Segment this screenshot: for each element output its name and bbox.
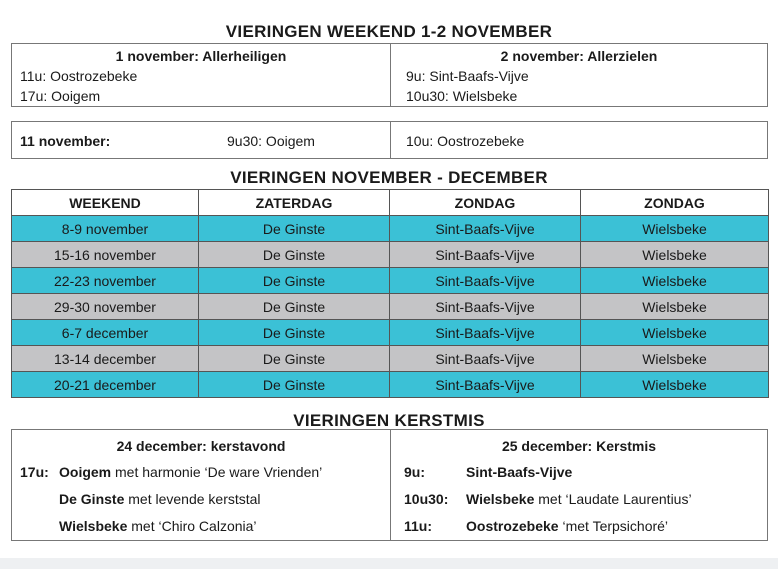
- header-zaterdag: ZATERDAG: [199, 190, 390, 216]
- place-name: Sint-Baafs-Vijve: [466, 464, 573, 480]
- table-row: [12, 268, 769, 294]
- kerstavond-item-3: [59, 518, 257, 534]
- kerstavond-item-2: [59, 491, 261, 507]
- section-title-nov-dec: VIERINGEN NOVEMBER - DECEMBER: [230, 168, 548, 187]
- cell-zondag-1: Sint-Baafs-Vijve: [390, 268, 581, 294]
- cell-zaterdag: De Ginste: [199, 372, 390, 398]
- kerstmis-time-2: 10u30:: [404, 491, 449, 507]
- table-header-row: [12, 190, 769, 216]
- place-detail: met ‘Chiro Calzonia’: [127, 518, 257, 534]
- place-detail: ‘met Terpsichoré’: [558, 518, 669, 534]
- kerstmis-item-3: [466, 518, 668, 534]
- cell-weekend: 13-14 december: [12, 346, 199, 372]
- cell-zondag-2: Wielsbeke: [581, 242, 769, 268]
- cell-zaterdag: De Ginste: [199, 346, 390, 372]
- kerstmis-box: [11, 429, 768, 541]
- table-row: [12, 372, 769, 398]
- page-footer-strip: [0, 558, 778, 569]
- nov11-box: [11, 121, 768, 159]
- cell-weekend: 22-23 november: [12, 268, 199, 294]
- cell-zondag-1: Sint-Baafs-Vijve: [390, 320, 581, 346]
- divider: [390, 122, 391, 158]
- allerheiligen-line-2: 17u: Ooigem: [20, 88, 101, 104]
- section-title-kerstmis: VIERINGEN KERSTMIS: [293, 411, 485, 430]
- cell-zaterdag: De Ginste: [199, 216, 390, 242]
- allerheiligen-line-1: 11u: Oostrozebeke: [20, 68, 138, 84]
- place-detail: met ‘Laudate Laurentius’: [534, 491, 692, 507]
- allerzielen-line-2: 10u30: Wielsbeke: [406, 88, 518, 104]
- kerstmis-time-1: 9u:: [404, 464, 425, 480]
- header-weekend: WEEKEND: [12, 190, 199, 216]
- cell-zaterdag: De Ginste: [199, 268, 390, 294]
- table-row: [12, 216, 769, 242]
- cell-zaterdag: De Ginste: [199, 320, 390, 346]
- cell-zondag-2: Wielsbeke: [581, 268, 769, 294]
- kerstavond-heading: 24 december: kerstavond: [116, 438, 286, 454]
- cell-weekend: 8-9 november: [12, 216, 199, 242]
- cell-zondag-1: Sint-Baafs-Vijve: [390, 242, 581, 268]
- cell-zondag-1: Sint-Baafs-Vijve: [390, 216, 581, 242]
- cell-weekend: 29-30 november: [12, 294, 199, 320]
- place-name: De Ginste: [59, 491, 125, 507]
- allerzielen-line-1: 9u: Sint-Baafs-Vijve: [406, 68, 529, 84]
- cell-weekend: 20-21 december: [12, 372, 199, 398]
- cell-zondag-2: Wielsbeke: [581, 346, 769, 372]
- cell-zondag-2: Wielsbeke: [581, 320, 769, 346]
- table-row: [12, 294, 769, 320]
- nov11-mass-1: 9u30: Ooigem: [227, 133, 315, 149]
- section-title-weekend: VIERINGEN WEEKEND 1-2 NOVEMBER: [225, 22, 553, 41]
- kerstmis-item-2: [466, 491, 692, 507]
- cell-zondag-2: Wielsbeke: [581, 216, 769, 242]
- kerstmis-time-3: 11u:: [404, 518, 433, 534]
- place-name: Ooigem: [59, 464, 112, 480]
- kerstavond-time: 17u:: [20, 464, 49, 480]
- place-name: Wielsbeke: [466, 491, 535, 507]
- allerheiligen-heading: 1 november: Allerheiligen: [115, 48, 287, 64]
- cell-weekend: 6-7 december: [12, 320, 199, 346]
- schedule-table: [11, 189, 769, 398]
- cell-zaterdag: De Ginste: [199, 294, 390, 320]
- cell-weekend: 15-16 november: [12, 242, 199, 268]
- header-zondag-1: ZONDAG: [390, 190, 581, 216]
- place-detail: met levende kerststal: [124, 491, 261, 507]
- nov11-label: 11 november:: [20, 133, 111, 149]
- cell-zondag-2: Wielsbeke: [581, 294, 769, 320]
- table-row: [12, 320, 769, 346]
- kerstmis-item-1: [466, 464, 572, 480]
- table-row: [12, 346, 769, 372]
- cell-zondag-1: Sint-Baafs-Vijve: [390, 294, 581, 320]
- place-detail: met harmonie ‘De ware Vrienden’: [111, 464, 323, 480]
- allerzielen-heading: 2 november: Allerzielen: [500, 48, 658, 64]
- cell-zondag-1: Sint-Baafs-Vijve: [390, 346, 581, 372]
- header-zondag-2: ZONDAG: [581, 190, 769, 216]
- cell-zaterdag: De Ginste: [199, 242, 390, 268]
- kerstavond-item-1: [59, 464, 322, 480]
- table-row: [12, 242, 769, 268]
- nov11-mass-2: 10u: Oostrozebeke: [406, 133, 525, 149]
- kerstmis-heading: 25 december: Kerstmis: [501, 438, 657, 454]
- place-name: Wielsbeke: [59, 518, 128, 534]
- allerheiligen-box: [11, 43, 768, 107]
- cell-zondag-1: Sint-Baafs-Vijve: [390, 372, 581, 398]
- cell-zondag-2: Wielsbeke: [581, 372, 769, 398]
- place-name: Oostrozebeke: [466, 518, 559, 534]
